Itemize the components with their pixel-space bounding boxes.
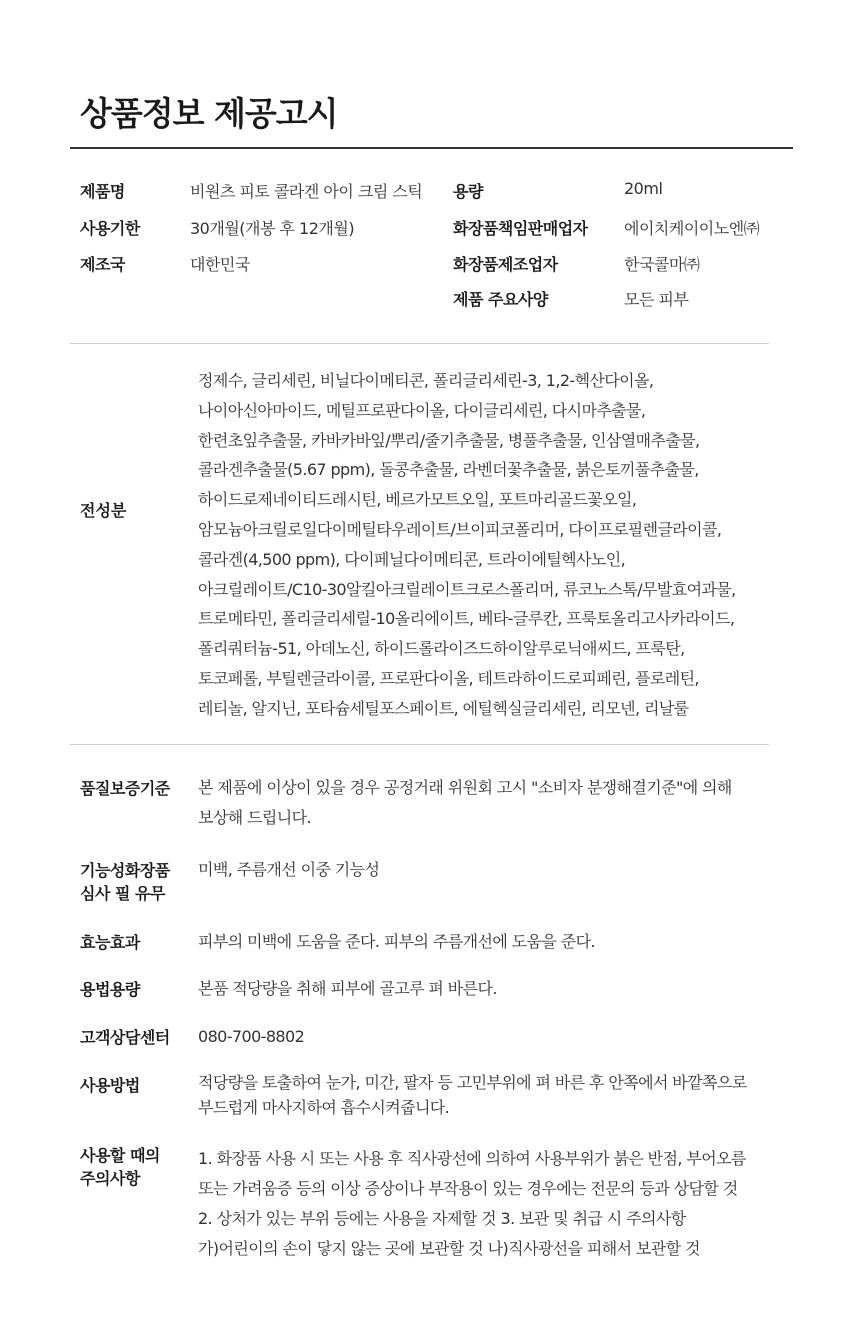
functional-value — [198, 855, 379, 885]
manufacturer-value: 한국콜마㈜ — [624, 255, 700, 274]
ingredients-line: 정제수, 글리세린, 비닐다이메티콘, 폴리글리세린-3, 1,2-헥산다이올, — [198, 371, 654, 390]
caution-line: 2. 상처가 있는 부위 등에는 사용을 자제할 것 3. 보관 및 취급 시 주의사항 — [198, 1209, 686, 1228]
ingredients-label: 전성분 — [80, 501, 127, 520]
quality-value — [198, 773, 732, 833]
howto-label: 사용방법 — [80, 1076, 140, 1095]
origin-label: 제조국 — [80, 255, 125, 274]
expiry-label: 사용기한 — [80, 219, 140, 238]
howto-line: 부드럽게 마사지하여 흡수시켜줍니다. — [198, 1098, 450, 1117]
ingredients-line: 레티놀, 알지닌, 포타슘세틸포스페이트, 에틸헥실글리세린, 리모넨, 리날룰 — [198, 698, 689, 718]
expiry-value: 30개월(개봉 후 12개월) — [190, 219, 355, 238]
usage-amount-value — [198, 974, 497, 1004]
caution-line: 가)어린이의 손이 닿지 않는 곳에 보관할 것 나)직사광선을 피해서 보관할 것 — [198, 1239, 700, 1258]
functional-line: 미백, 주름개선 이중 기능성 — [198, 860, 380, 879]
ingredients-line: 나이아신아마이드, 메틸프로판다이올, 다이글리세린, 다시마추출물, — [198, 400, 646, 420]
ingredients-list — [198, 366, 736, 724]
ingredients-line: 하이드로제네이티드레시틴, 베르가모트오일, 포트마리골드꽃오일, — [198, 490, 637, 510]
quality-label: 품질보증기준 — [80, 779, 170, 798]
volume-label: 용량 — [453, 182, 483, 201]
support-value — [198, 1022, 304, 1052]
seller-value: 에이치케이이노엔㈜ — [624, 219, 760, 238]
volume-value: 20ml — [624, 179, 663, 198]
ingredients-line: 콜라겐추출물(5.67 ppm), 돌콩추출물, 라벤더꽃추출물, 붉은토끼풀추출물, — [198, 460, 699, 480]
caution-label: 사용할 때의 주의사항 — [80, 1146, 160, 1188]
divider — [70, 343, 769, 344]
caution-value — [198, 1144, 746, 1264]
functional-label: 기능성화장품 심사 필 유무 — [80, 861, 170, 903]
ingredients-line: 토코페롤, 부틸렌글라이콜, 프로판다이올, 테트라하이드로피페린, 플로레틴, — [198, 668, 699, 688]
seller-label: 화장품책임판매업자 — [453, 219, 588, 238]
product-name-label: 제품명 — [80, 182, 125, 201]
ingredients-line: 한련초잎추출물, 카바카바잎/뿌리/줄기추출물, 병풀추출물, 인삼열매추출물, — [198, 430, 700, 450]
caution-line: 1. 화장품 사용 시 또는 사용 후 직사광선에 의하여 사용부위가 붉은 반점, 부어오름 — [198, 1149, 746, 1168]
ingredients-line: 트로메타민, 폴리글리세릴-10올리에이트, 베타-글루칸, 프룩토올리고사카라이드, — [198, 609, 735, 629]
howto-line: 적당량을 토출하여 눈가, 미간, 팔자 등 고민부위에 펴 바른 후 안쪽에서 바깥쪽으로 — [198, 1073, 747, 1092]
usage-amount-label: 용법용량 — [80, 980, 140, 999]
divider — [70, 744, 769, 745]
caution-line: 또는 가려움증 등의 이상 증상이나 부작용이 있는 경우에는 전문의 등과 상담할 것 — [198, 1179, 738, 1198]
manufacturer-label: 화장품제조업자 — [453, 255, 558, 274]
title-divider — [70, 147, 793, 149]
product-name-value: 비원츠 피토 콜라겐 아이 크림 스틱 — [190, 182, 423, 201]
support-label: 고객상담센터 — [80, 1028, 170, 1047]
ingredients-line: 아크릴레이트/C10-30알킬아크릴레이트크로스폴리머, 류코노스톡/무발효여과물, — [198, 579, 736, 599]
ingredients-line: 폴리쿼터늄-51, 아데노신, 하이드롤라이즈드하이알루로닉애씨드, 프룩탄, — [198, 639, 685, 659]
spec-value: 모든 피부 — [624, 290, 689, 309]
howto-value — [198, 1070, 747, 1120]
spec-label: 제품 주요사양 — [453, 290, 548, 309]
efficacy-line: 피부의 미백에 도움을 준다. 피부의 주름개선에 도움을 준다. — [198, 932, 595, 951]
efficacy-value — [198, 927, 595, 957]
ingredients-line: 암모늄아크릴로일다이메틸타우레이트/브이피코폴리머, 다이프로필렌글라이콜, — [198, 519, 722, 539]
usage-amount-line: 본품 적당량을 취해 피부에 골고루 펴 바른다. — [198, 979, 497, 998]
quality-line: 본 제품에 이상이 있을 경우 공정거래 위원회 고시 "소비자 분쟁해결기준"에 의해 — [198, 778, 732, 797]
support-phone: 080-700-8802 — [198, 1027, 305, 1046]
page-title: 상품정보 제공고시 — [80, 94, 338, 133]
ingredients-line: 콜라겐(4,500 ppm), 다이페닐다이메티콘, 트라이에틸헥사노인, — [198, 549, 626, 569]
quality-line: 보상해 드립니다. — [198, 808, 311, 827]
efficacy-label: 효능효과 — [80, 933, 140, 952]
origin-value: 대한민국 — [190, 255, 250, 274]
